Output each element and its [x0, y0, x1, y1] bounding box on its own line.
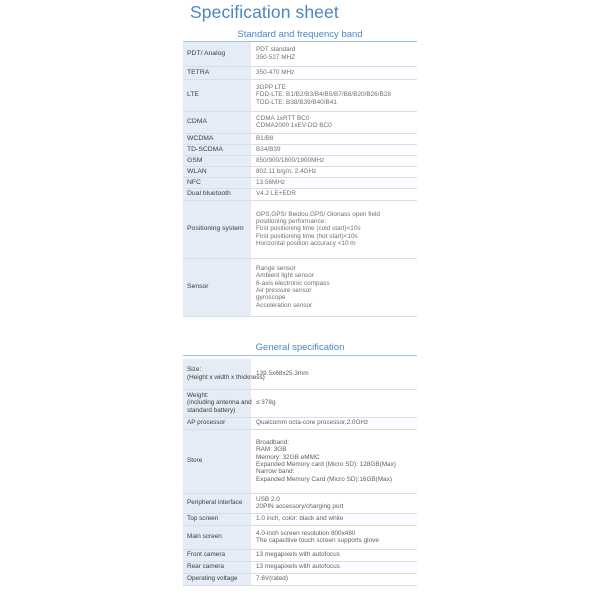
spec-label-line: Operating voltage: [187, 575, 238, 583]
spec-value-line: Ambient light sensor: [256, 272, 314, 280]
spec-value-line: B1/B8: [256, 134, 274, 142]
spec-value: [251, 200, 417, 258]
spec-value-line: positioning performance:: [256, 218, 326, 226]
table-row: [183, 258, 417, 316]
spec-value-line: CDMA2000 1xEV-DO BC0: [256, 122, 332, 129]
table-row: [183, 493, 417, 513]
spec-value: [251, 359, 417, 389]
spec-value-line: 13 megapixels with autofocus: [256, 551, 340, 559]
spec-value-line: 4.0-inch screen resolution 800x480: [256, 529, 356, 537]
spec-label: [183, 429, 251, 493]
spec-value: [251, 188, 417, 200]
spec-label: [183, 493, 251, 513]
spec-label: [183, 42, 251, 66]
table-row: [183, 144, 417, 155]
spec-label-line: Top screen: [187, 515, 219, 523]
frequency-table: [183, 42, 417, 317]
spec-value-line: Range sensor: [256, 265, 296, 273]
spec-value-line: Acceleration sensor: [256, 301, 313, 309]
spec-value: [251, 111, 417, 133]
spec-value-line: ≤ 378g: [256, 399, 276, 407]
spec-value: [251, 155, 417, 166]
spec-value-line: RAM: 3GB: [256, 446, 287, 454]
spec-label: [183, 359, 265, 389]
spec-label-line: Weight:: [187, 392, 209, 400]
spec-label-text: WCDMA: [187, 134, 214, 142]
spec-label-text: Sensor: [187, 283, 209, 291]
table-row: [183, 200, 417, 258]
spec-label: [183, 133, 251, 144]
spec-value: [251, 66, 417, 79]
spec-label: [183, 79, 251, 111]
section-divider: [183, 355, 417, 356]
table-row: [183, 389, 417, 417]
spec-label-text: NFC: [187, 178, 201, 186]
table-row: [183, 133, 417, 144]
spec-value-line: 350-470 MHz: [256, 68, 295, 76]
spec-label: [183, 188, 251, 200]
spec-label: [183, 513, 251, 525]
table-row: [183, 561, 417, 573]
spec-label-text: WLAN: [187, 167, 207, 175]
spec-label-line: standard battery): [187, 406, 236, 414]
spec-value-line: Narrow band:: [256, 468, 295, 476]
spec-label-text: CDMA: [187, 118, 208, 126]
table-row: [183, 66, 417, 79]
spec-value: [251, 525, 417, 549]
spec-value: [251, 79, 417, 111]
table-row: [183, 417, 417, 429]
spec-label-text: PDT/ Analog: [187, 50, 226, 58]
spec-value-line: 850/900/1800/1900MHz: [256, 156, 325, 164]
spec-value-line: 802.11 b/g/n, 2.4GHz: [256, 167, 317, 175]
spec-label-text: TETRA: [187, 68, 210, 76]
spec-value-line: GPS,GPS/ Beidou,GPS/ Glonass open field: [256, 210, 380, 218]
spec-value-line: First positioning time (hot start)<10s: [256, 232, 358, 240]
spec-label: [183, 200, 251, 258]
spec-value-line: 350-527 MHZ: [256, 53, 296, 61]
spec-label: [183, 561, 251, 573]
spec-value-line: The capacitive touch screen supports glove: [256, 537, 379, 544]
spec-value: [251, 429, 417, 493]
table-row: [183, 525, 417, 549]
table-row: [183, 429, 417, 493]
spec-value-line: Air pressure sensor: [256, 287, 312, 294]
spec-value-line: First positioning time (cold start)<10s: [256, 225, 361, 233]
spec-label-text: Dual bluetooth: [187, 190, 231, 198]
table-row: [183, 166, 417, 177]
spec-value-line: 3GPP LTE: [256, 84, 286, 92]
spec-label-line: Size:: [187, 366, 202, 374]
spec-value: [251, 177, 417, 188]
spec-label-line: AP processor: [187, 419, 226, 427]
table-row: [183, 79, 417, 111]
table-row: [183, 42, 417, 66]
table-row: [183, 188, 417, 200]
spec-value-line: 20PIN accessory/charging port: [256, 503, 344, 510]
section-heading-general: General specification: [255, 342, 345, 353]
spec-label: [183, 111, 251, 133]
spec-value-line: 139.5x68x25.3mm: [256, 370, 309, 378]
spec-label: [183, 144, 251, 155]
spec-value-line: Expanded Memory card (Micro SD): 128GB(Max): [256, 461, 396, 468]
spec-label-line: Rear camera: [187, 563, 224, 571]
spec-value: [251, 389, 417, 417]
spec-label: [183, 389, 251, 417]
spec-label-line: Main screen: [187, 533, 222, 541]
spec-label-line: (Height x width x thickness): [187, 373, 265, 381]
spec-value: [251, 133, 417, 144]
spec-label: [183, 573, 251, 585]
spec-label-text: GSM: [187, 156, 203, 164]
spec-label-text: Positioning system: [187, 225, 244, 233]
spec-value-line: CDMA 1xRTT BC0: [256, 114, 310, 122]
spec-value: [251, 417, 417, 429]
spec-label: [183, 549, 251, 561]
spec-label-text: TD-SCDMA: [187, 145, 223, 153]
spec-label-line: Front camera: [187, 551, 226, 559]
section-heading-frequency: Standard and frequency band: [237, 29, 363, 40]
spec-label: [183, 155, 251, 166]
spec-value-line: 13 megapixels with autofocus: [256, 563, 340, 571]
spec-label: [183, 258, 251, 316]
spec-value: [251, 561, 417, 573]
spec-value: [251, 258, 417, 316]
table-row: [183, 549, 417, 561]
page-title: Specification sheet: [190, 2, 339, 22]
spec-value: [251, 549, 417, 561]
spec-label: [183, 525, 251, 549]
spec-label: [183, 177, 251, 188]
spec-value-line: B34/B39: [256, 145, 281, 153]
spec-label-line: Peripheral interface: [187, 499, 243, 507]
general-table: [183, 359, 417, 586]
spec-label: [183, 166, 251, 177]
spec-value-line: gyroscope: [256, 294, 286, 302]
spec-label: [183, 66, 251, 79]
spec-value-line: 6-axis electronic compass: [256, 279, 330, 287]
spec-value-line: Memory: 32GB eMMC: [256, 453, 320, 461]
spec-value-line: 13.56MHz: [256, 178, 286, 186]
spec-value: [251, 166, 417, 177]
spec-value-line: 7.6V(rated): [256, 575, 288, 583]
table-row: [183, 359, 417, 389]
spec-value: [251, 144, 417, 155]
spec-value-line: Qualcomm octa-core processor,2.0GHz: [256, 419, 369, 427]
spec-value-line: 1.0 inch, color: black and white: [256, 515, 344, 523]
spec-value-line: V4.2 LE+EDR: [256, 190, 296, 198]
spec-label-line: (including antenna and: [187, 399, 252, 407]
table-row: [183, 177, 417, 188]
spec-label: [183, 417, 251, 429]
spec-value-line: Broadband:: [256, 439, 290, 447]
spec-label-text: LTE: [187, 91, 199, 99]
spec-value-line: Horizontal position accuracy <10 m: [256, 239, 356, 247]
spec-value-line: FDD-LTE: B1/B2/B3/B4/B5/B7/B8/B20/B26/B28: [256, 91, 391, 99]
spec-value-line: TDD-LTE: B38/B39/B40/B41: [256, 98, 337, 106]
table-row: [183, 111, 417, 133]
table-row: [183, 155, 417, 166]
table-row: [183, 513, 417, 525]
spec-label-line: Store: [187, 457, 203, 465]
spec-value-line: Expanded Memory Card (Micro SD):16GB(Max): [256, 475, 393, 483]
spec-value: [251, 573, 417, 585]
spec-value: [251, 42, 417, 66]
spec-value: [251, 513, 417, 525]
spec-value: [251, 493, 417, 513]
table-row: [183, 573, 417, 585]
spec-value-line: PDT standard: [256, 46, 296, 54]
spec-value-line: USB 2.0: [256, 495, 280, 503]
